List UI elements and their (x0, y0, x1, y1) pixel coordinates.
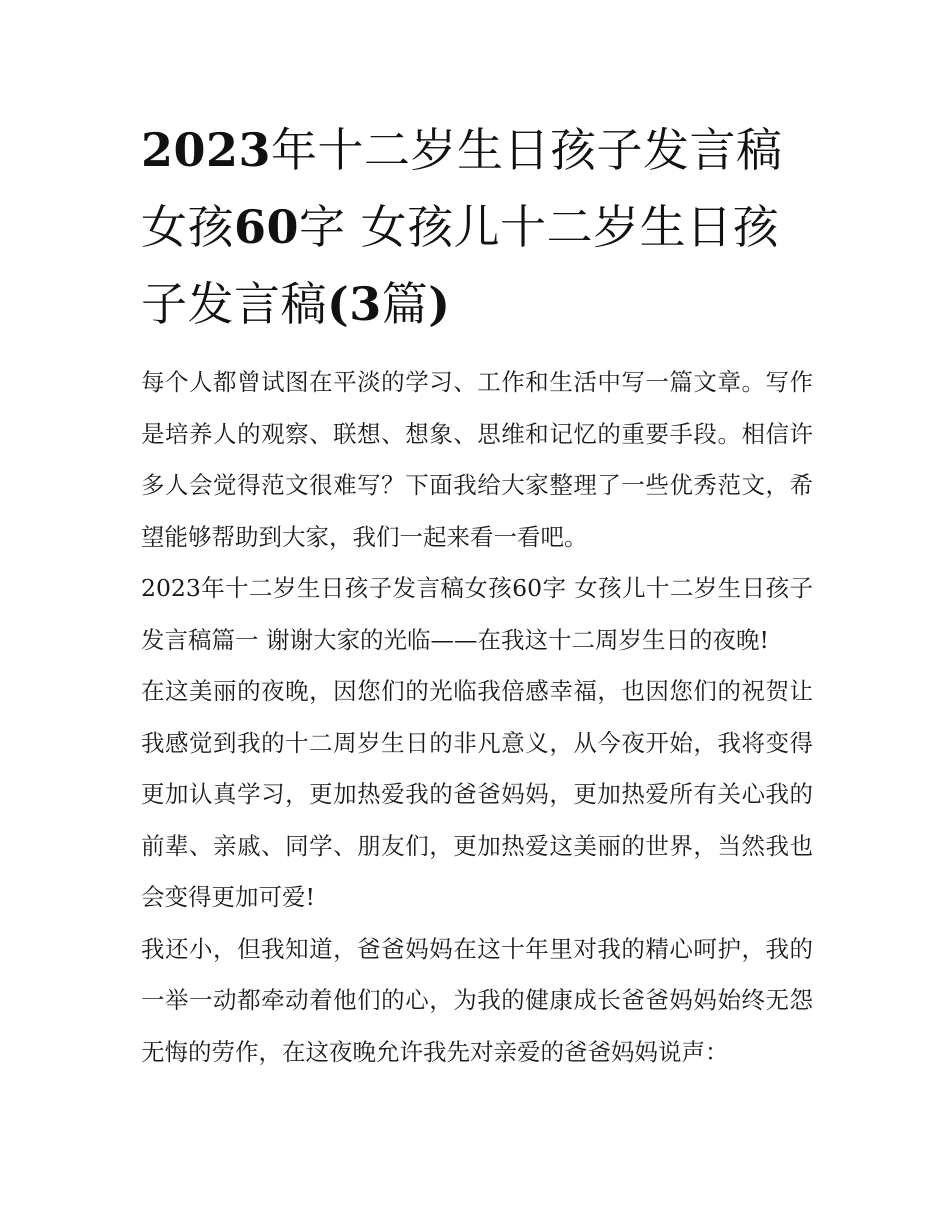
title-part: 60 (234, 200, 300, 254)
title-part: 字 女孩儿十二岁生日孩子发言稿 (141, 200, 780, 331)
title-part: (3 (327, 277, 382, 331)
section-heading-paragraph: 2023年十二岁生日孩子发言稿女孩60字 女孩儿十二岁生日孩子发言稿篇一 谢谢大家的光临——在我这十二周岁生日的夜晚! (141, 574, 813, 654)
body-paragraph: 我还小，但我知道，爸爸妈妈在这十年里对我的精心呵护，我的一举一动都牵动着他们的心，为我的健康成长爸爸妈妈始终无怨无悔的劳作，在这夜晚允许我先对亲爱的爸爸妈妈说声： (141, 934, 813, 1066)
title-part: ) (428, 277, 451, 331)
title-part: 篇 (381, 277, 429, 331)
intro-paragraph: 每个人都曾试图在平淡的学习、工作和生活中写一篇文章。写作是培养人的观察、联想、想象、思维和记忆的重要手段。相信许多人会觉得范文很难写？下面我给大家整理了一些优秀范文，希望能够帮助到大家，我们一起来看一看吧。 (141, 368, 813, 551)
document-body (141, 112, 813, 1078)
document-title (141, 112, 813, 343)
body-paragraph: 在这美丽的夜晚，因您们的光临我倍感幸福，也因您们的祝贺让我感觉到我的十二周岁生日的非凡意义，从今夜开始，我将变得更加认真学习，更加热爱我的爸爸妈妈，更加热爱所有关心我的前辈、亲戚、同学、朋友们，更加热爱这美丽的世界，当然我也会变得更加可爱! (141, 677, 813, 911)
title-part: 2023 (141, 123, 272, 177)
title-part: 年十二岁生日孩子发言稿女孩 (141, 123, 783, 254)
